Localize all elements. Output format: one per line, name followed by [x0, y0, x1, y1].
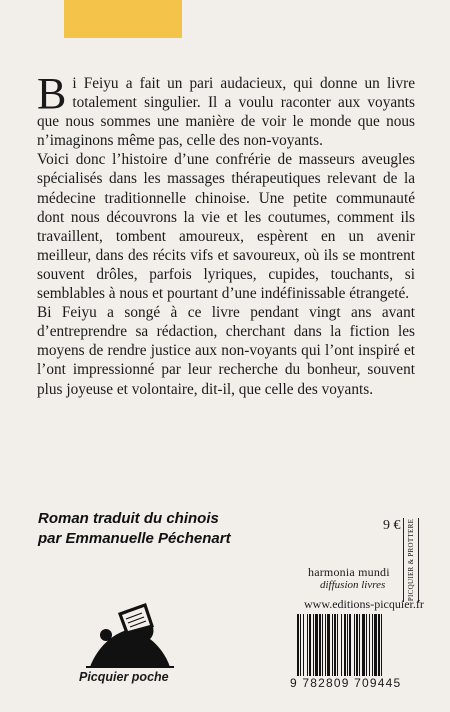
- distributor-subtitle: diffusion livres: [320, 579, 386, 591]
- translation-credit: [38, 509, 231, 549]
- publisher-logo-reader-icon: [76, 593, 184, 673]
- distributor-name: harmonia mundi: [308, 565, 390, 579]
- blurb-paragraph-3: Bi Feiyu a songé à ce livre pendant vingt ans avant d’entreprendre sa rédaction, cherchant dans la fiction les moyens de rendre justice aux non-voyants qui l’ont inspiré et l’ont impressionné par leur recherche du bonheur, souvent plus joyeuse et volontaire, dit-il, que celle des voyants.: [37, 304, 415, 398]
- back-cover-blurb: [37, 69, 415, 399]
- credit-line-1: Roman traduit du chinois: [38, 510, 219, 527]
- isbn-number: 9 782809 709445: [290, 676, 402, 690]
- publisher-website: www.editions-picquier.fr: [304, 597, 424, 611]
- credit-line-2: par Emmanuelle Péchenart: [38, 530, 231, 547]
- collection-name: Picquier poche: [79, 670, 169, 684]
- blurb-paragraph-1: [37, 69, 415, 150]
- price-label: 9 €: [383, 518, 401, 533]
- blurb-paragraph-2: Voici donc l’histoire d’une confrérie de masseurs aveugles spécialisés dans les massages thérapeutiques relevant de la médecine traditionnelle chinoise. Une petite communauté dont nous découvrons la vie et les coutumes, comment ils travaillent, tombent amoureux, espèrent en un avenir meilleur, dans des récits vifs et savoureux, où ils se montrent souvent drôles, parfois lyriques, cupides, touchants, si semblables à nous et pourtant d’une indéfinissable étrangeté.: [37, 151, 415, 303]
- color-tab: [64, 0, 182, 38]
- drop-cap: B: [37, 69, 67, 118]
- barcode: [296, 614, 418, 676]
- vertical-publisher-text: PICQUIER & PROTTERE: [407, 518, 415, 602]
- blurb-paragraph-1-text: i Feiyu a fait un pari audacieux, qui donne un livre totalement singulier. Il a voulu raconter aux voyants que nous sommes une manière de voir le monde que nous n’imaginons même pas, celle des non-voyants.: [37, 75, 415, 150]
- vertical-publisher-label: [403, 518, 419, 602]
